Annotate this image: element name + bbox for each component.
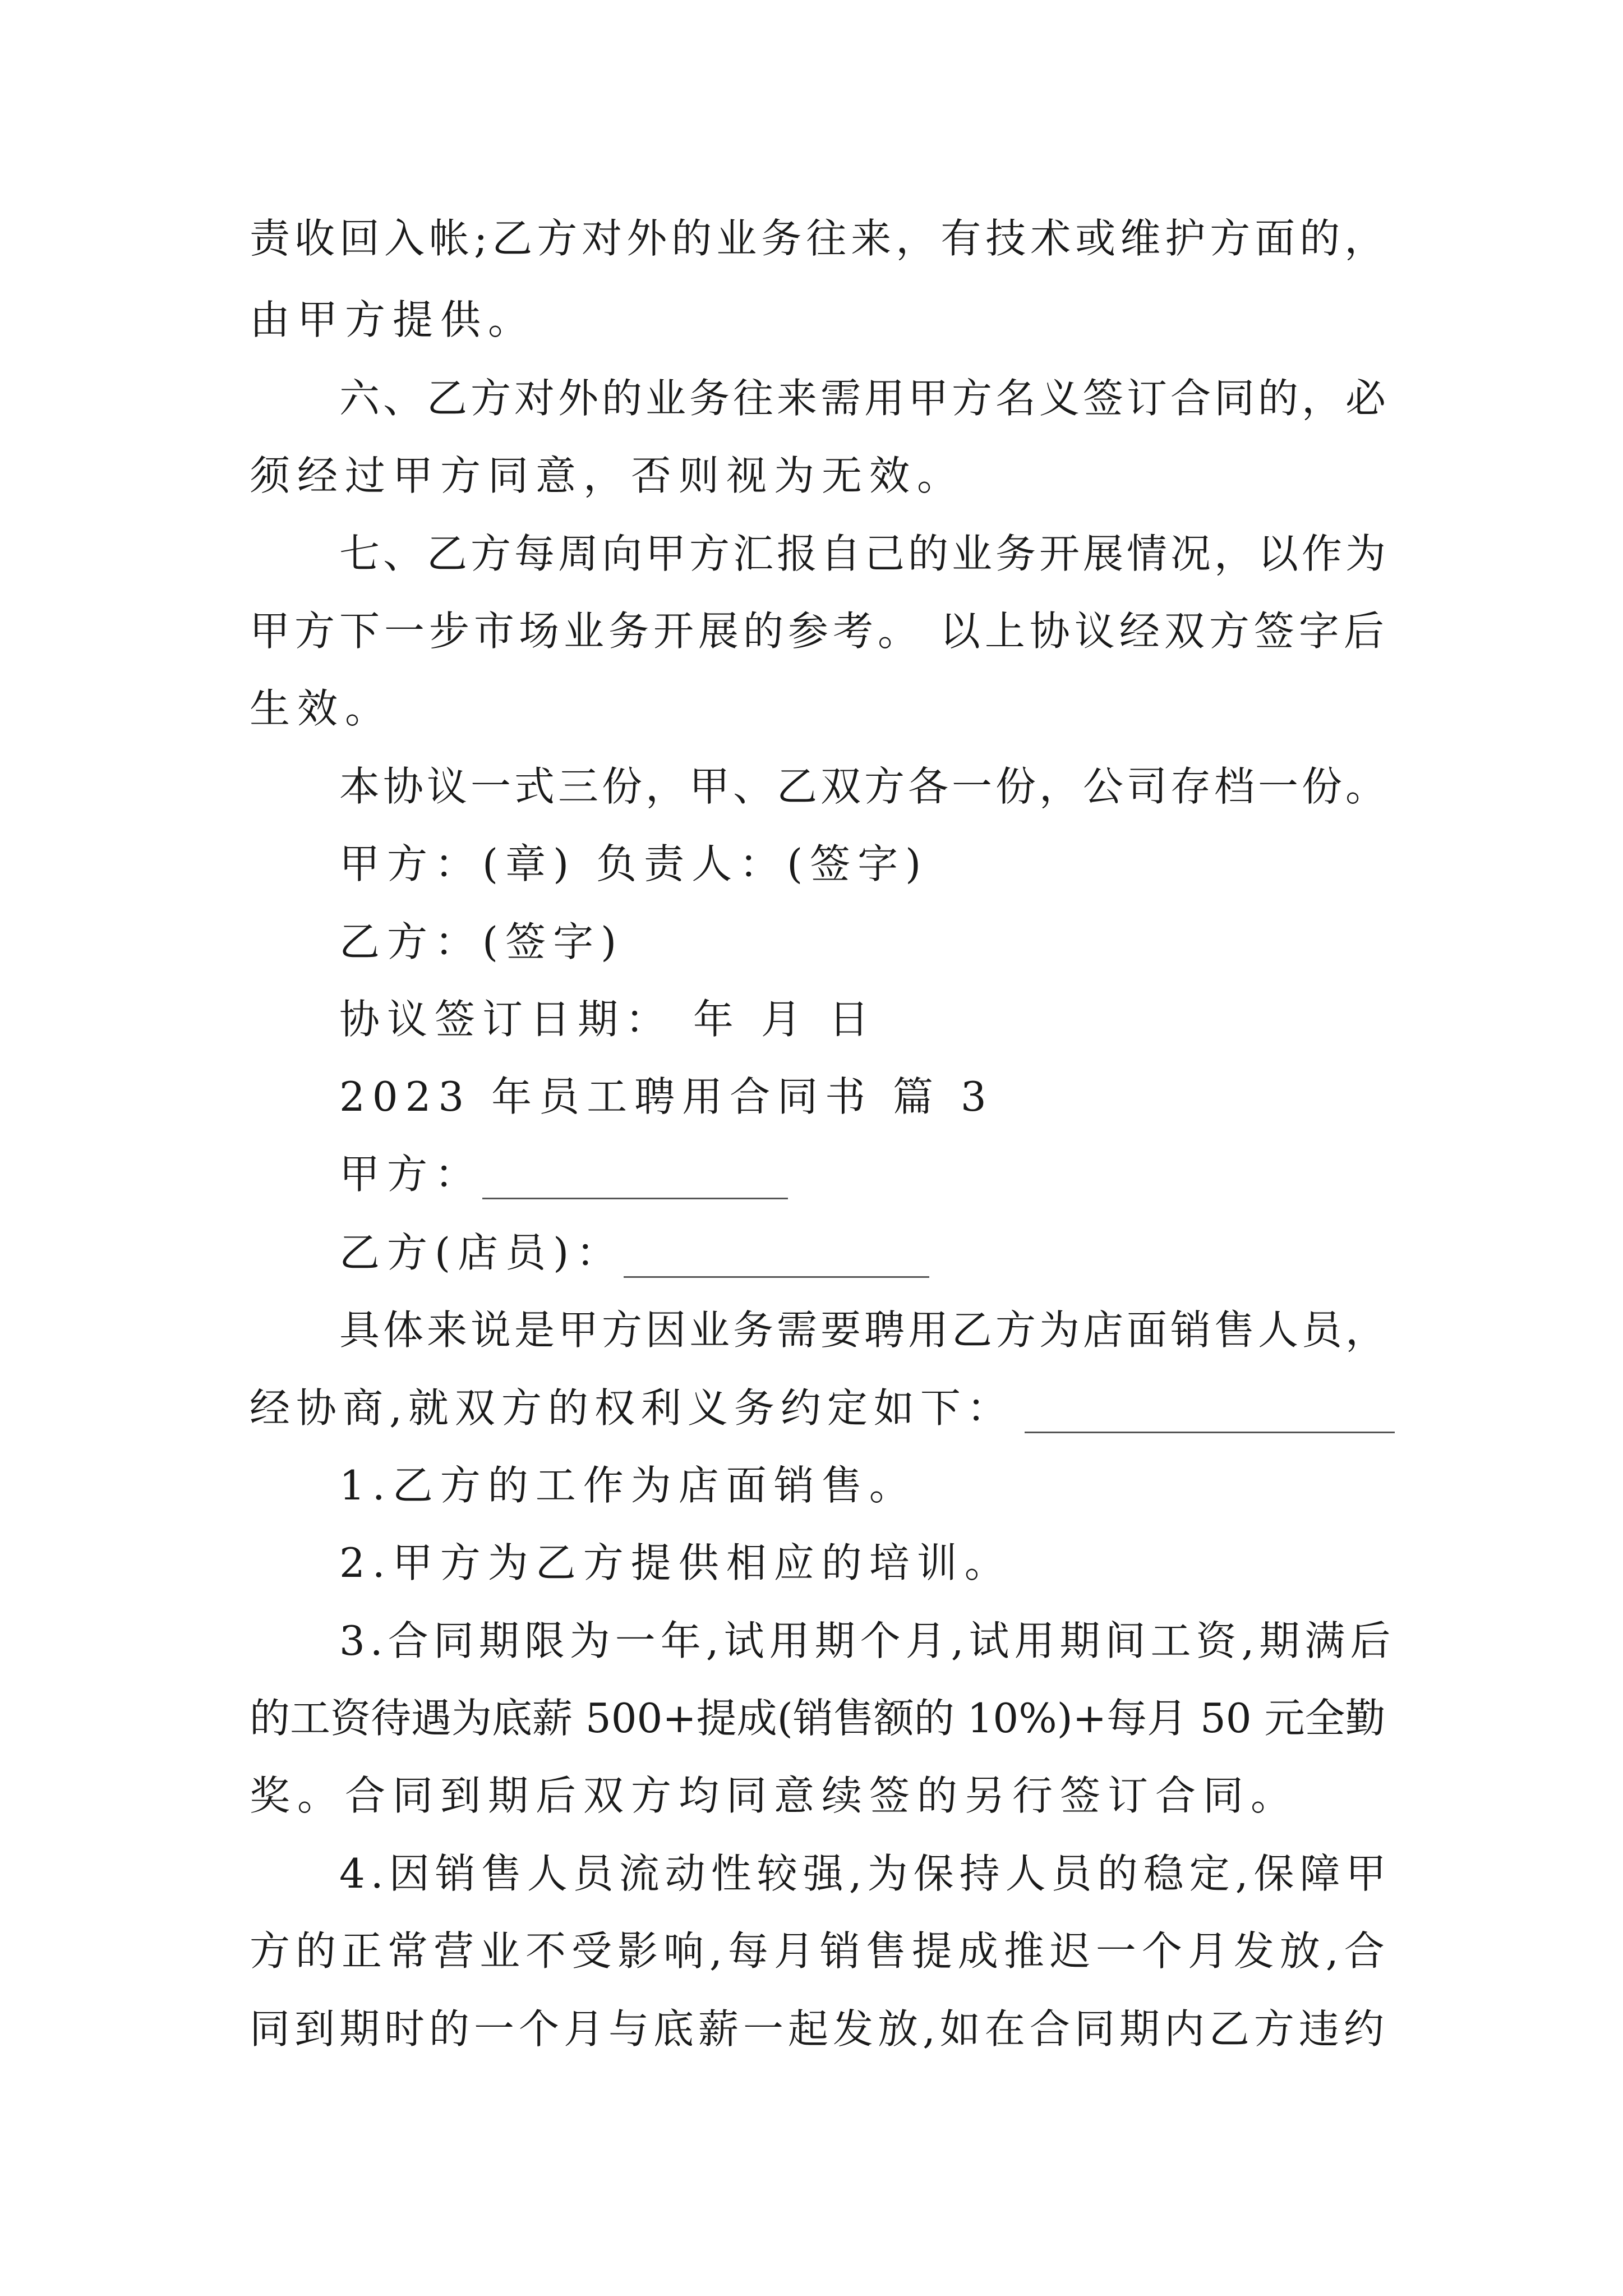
party-a-field [339, 1149, 788, 1199]
text-line: 由甲方提供。 [250, 296, 536, 343]
text-line: 甲方下一步市场业务开展的参考。 以上协议经双方签字后 [250, 608, 1389, 655]
text-line: 须经过甲方同意，否则视为无效。 [250, 452, 965, 499]
signature-line-party-b: 乙方：(签字) [339, 918, 624, 965]
text-line: 方的正常营业不受影响,每月销售提成推迟一个月发放,合 [250, 1927, 1390, 1975]
text-line: 六、乙方对外的业务往来需用甲方名义签订合同的，必 [339, 375, 1390, 422]
text-line: 七、乙方每周向甲方汇报自己的业务开展情况，以作为 [339, 530, 1390, 577]
agreement-intro-line [250, 1383, 1395, 1433]
signing-date-line: 协议签订日期： 年 月 日 [339, 996, 877, 1043]
party-b-label: 乙方(店员)： [339, 1229, 624, 1276]
list-item: 1.乙方的工作为店面销售。 [339, 1462, 917, 1509]
list-item: 2.甲方为乙方提供相应的培训。 [339, 1539, 1012, 1586]
signature-line-party-a: 甲方：(章) 负责人：(签字) [339, 840, 929, 887]
section-heading: 2023 年员工聘用合同书 篇 3 [339, 1073, 994, 1120]
agreement-intro-text: 经协商,就双方的权利义务约定如下： [250, 1384, 1013, 1432]
party-a-blank [482, 1162, 788, 1199]
text-line: 生效。 [250, 685, 393, 732]
list-item: 3.合同期限为一年,试用期个月,试用期间工资,期满后 [339, 1617, 1396, 1664]
intro-blank [1025, 1396, 1395, 1433]
party-b-field [339, 1227, 929, 1278]
text-line: 具体来说是甲方因业务需要聘用乙方为店面销售人员， [339, 1306, 1390, 1354]
text-line: 本协议一式三份，甲、乙双方各一份，公司存档一份。 [339, 763, 1390, 810]
text-line: 同到期时的一个月与底薪一起发放,如在合同期内乙方违约 [250, 2005, 1389, 2053]
party-a-label: 甲方： [339, 1151, 483, 1198]
list-item: 4.因销售人员流动性较强,为保持人员的稳定,保障甲 [339, 1850, 1392, 1897]
party-b-blank [624, 1240, 929, 1278]
text-line: 责收回入帐;乙方对外的业务往来，有技术或维护方面的， [250, 215, 1390, 262]
text-line: 的工资待遇为底薪 500+提成(销售额的 10%)+每月 50 元全勤 [250, 1695, 1386, 1742]
text-line: 奖。合同到期后双方均同意续签的另行签订合同。 [250, 1772, 1299, 1819]
